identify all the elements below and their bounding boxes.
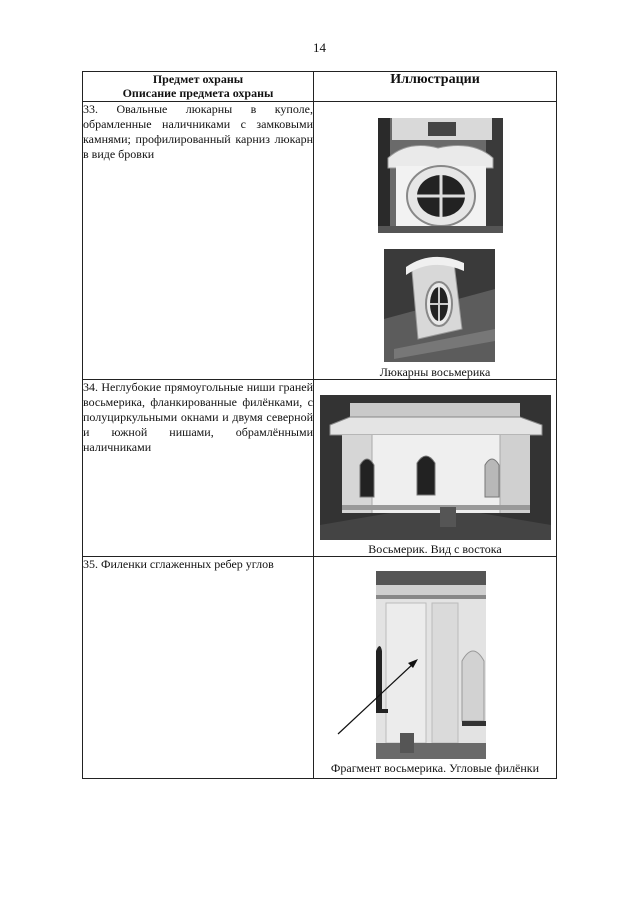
description-text: 33. Овальные люкарны в куполе, обрамленные наличниками с замковыми камнями; профилированный карниз люкарн в виде бровки xyxy=(83,102,313,161)
table-row xyxy=(83,557,557,779)
description-cell xyxy=(83,557,314,779)
table-header-row xyxy=(83,72,557,102)
header-subject xyxy=(83,72,314,102)
pointer-arrow xyxy=(314,557,557,779)
header-subject-line2: Описание предмета охраны xyxy=(122,86,274,100)
illustration-caption: Люкарны восьмерика xyxy=(379,365,491,379)
photo-oval-dormer-front xyxy=(378,118,503,233)
illustration-caption: Фрагмент восьмерика. Угловые филёнки xyxy=(330,761,540,775)
description-text: 34. Неглубокие прямоугольные ниши граней восьмерика, фланкированные филёнками, с полуциркульными окнами и двумя северной и южной нишами, обрамлёнными наличниками xyxy=(83,380,313,454)
illustration-cell xyxy=(314,557,557,779)
illustration-caption: Восьмерик. Вид с востока xyxy=(368,542,502,556)
description-cell xyxy=(83,102,314,380)
photo-dormer-on-dome xyxy=(384,249,495,362)
illustration-cell xyxy=(314,102,557,380)
photo-octagon-east-view xyxy=(320,395,551,540)
description-cell xyxy=(83,380,314,557)
protection-table xyxy=(82,71,557,779)
table-row xyxy=(83,380,557,557)
illustration-cell xyxy=(314,380,557,557)
header-illustrations: Иллюстрации xyxy=(314,72,557,102)
page-number: 14 xyxy=(313,40,326,55)
table-row xyxy=(83,102,557,380)
header-subject-line1: Предмет охраны xyxy=(152,72,244,86)
description-text: 35. Филенки сглаженных ребер углов xyxy=(83,557,274,571)
